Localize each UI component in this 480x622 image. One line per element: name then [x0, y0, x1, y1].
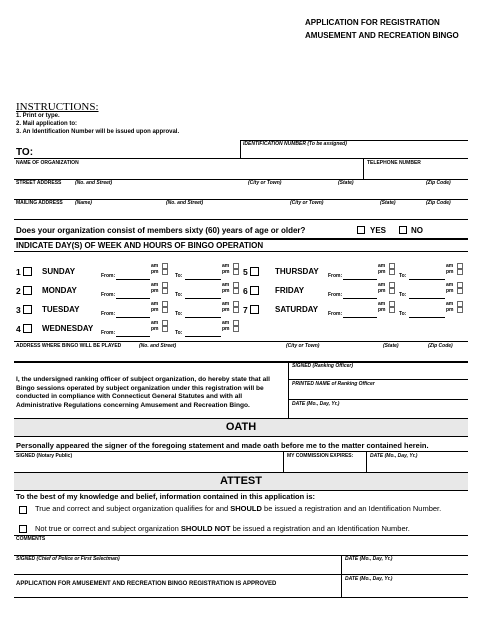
- to-pm-checkbox[interactable]: [457, 269, 463, 275]
- to-label: TO:: [16, 147, 34, 158]
- mailing-zip-hint: (Zip Code): [426, 200, 451, 206]
- approved-label: APPLICATION FOR AMUSEMENT AND RECREATION BINGO REGISTRATION IS APPROVED: [16, 581, 277, 587]
- day-number: 3: [16, 305, 21, 315]
- day-name: SUNDAY: [42, 267, 76, 276]
- from-pm-label: pm: [151, 269, 159, 275]
- mailing-state-hint: (State): [380, 200, 396, 206]
- from-label: From:: [101, 273, 116, 279]
- day-checkbox[interactable]: [23, 305, 32, 314]
- certification-date-label[interactable]: DATE (Mo., Day, Yr.): [292, 401, 340, 407]
- day-checkbox[interactable]: [23, 286, 32, 295]
- day-name: MONDAY: [42, 286, 77, 295]
- play-zip-hint: (Zip Code): [428, 343, 453, 349]
- from-pm-checkbox[interactable]: [389, 307, 395, 313]
- to-time-input[interactable]: [409, 298, 445, 299]
- day-number: 5: [243, 267, 248, 277]
- to-label: To:: [175, 292, 183, 298]
- to-am-label: am: [446, 263, 454, 269]
- from-time-input[interactable]: [343, 317, 377, 318]
- to-pm-checkbox[interactable]: [233, 288, 239, 294]
- to-pm-label: pm: [222, 269, 230, 275]
- from-am-label: am: [151, 282, 159, 288]
- to-time-input[interactable]: [185, 279, 221, 280]
- to-time-input[interactable]: [409, 279, 445, 280]
- to-pm-label: pm: [222, 307, 230, 313]
- day-checkbox[interactable]: [250, 286, 259, 295]
- divider: [341, 555, 342, 597]
- from-pm-checkbox[interactable]: [389, 269, 395, 275]
- from-time-input[interactable]: [116, 279, 150, 280]
- play-state-hint: (State): [383, 343, 399, 349]
- divider: [288, 399, 468, 400]
- yes-checkbox[interactable]: [357, 226, 365, 234]
- from-label: From:: [101, 292, 116, 298]
- to-am-label: am: [222, 320, 230, 326]
- day-name: FRIDAY: [275, 286, 305, 295]
- day-name: THURSDAY: [275, 267, 319, 276]
- to-label: To:: [399, 311, 407, 317]
- divider: [14, 361, 468, 363]
- mailing-street-hint: (No. and Street): [166, 200, 204, 206]
- from-time-input[interactable]: [116, 336, 150, 337]
- to-pm-checkbox[interactable]: [233, 307, 239, 313]
- to-time-input[interactable]: [185, 298, 221, 299]
- to-time-input[interactable]: [185, 317, 221, 318]
- from-am-label: am: [378, 282, 386, 288]
- from-pm-label: pm: [151, 326, 159, 332]
- seniors-question: Does your organization consist of members sixty (60) years of age or older?: [16, 226, 306, 235]
- attest-option-not-qualifies: Not true or correct and subject organization SHOULD NOT be issued a registration and an Identification Number.: [35, 524, 410, 533]
- street-address-label[interactable]: STREET ADDRESS: [16, 180, 62, 186]
- divider: [14, 574, 468, 575]
- from-pm-label: pm: [378, 288, 386, 294]
- to-label: To:: [399, 292, 407, 298]
- from-time-input[interactable]: [343, 298, 377, 299]
- from-pm-label: pm: [151, 307, 159, 313]
- to-pm-label: pm: [446, 307, 454, 313]
- day-number: 7: [243, 305, 248, 315]
- to-am-label: am: [446, 282, 454, 288]
- street-hint: (No. and Street): [75, 180, 113, 186]
- from-time-input[interactable]: [343, 279, 377, 280]
- divider: [14, 158, 468, 159]
- certification-text: I, the undersigned ranking officer of subject organization, do hereby state that all Bingo sessions operated by subject organization under this registration will be conducted in compliance with Connecticut General Statutes and with all Administrative Regulations concerning Amusement and Recreation Bingo.: [16, 376, 270, 409]
- from-label: From:: [328, 273, 343, 279]
- chief-signed-label[interactable]: SIGNED (Chief of Police or First Selectman): [16, 556, 120, 562]
- mailing-city-hint: (City or Town): [290, 200, 324, 206]
- attest-heading: ATTEST: [14, 472, 468, 491]
- from-pm-label: pm: [378, 269, 386, 275]
- day-number: 1: [16, 267, 21, 277]
- divider: [14, 451, 468, 452]
- from-pm-checkbox[interactable]: [162, 269, 168, 275]
- divider: [288, 379, 468, 380]
- days-heading: INDICATE DAY(S) OF WEEK AND HOURS OF BINGO OPERATION: [16, 241, 264, 250]
- attest-qualifies-checkbox[interactable]: [19, 506, 27, 514]
- from-label: From:: [328, 292, 343, 298]
- divider: [14, 238, 468, 240]
- divider: [240, 140, 241, 158]
- attest-option-qualifies: True and correct and subject organization qualifies for and SHOULD be issued a registration and an Identification Number.: [35, 504, 442, 513]
- play-street-hint: (No. and Street): [139, 343, 177, 349]
- from-pm-checkbox[interactable]: [162, 288, 168, 294]
- to-label: To:: [399, 273, 407, 279]
- play-city-hint: (City or Town): [286, 343, 320, 349]
- attest-not-qualifies-checkbox[interactable]: [19, 525, 27, 533]
- to-am-label: am: [222, 301, 230, 307]
- oath-heading: OATH: [14, 418, 468, 437]
- to-pm-checkbox[interactable]: [233, 269, 239, 275]
- day-name: SATURDAY: [275, 305, 319, 314]
- form-title-line2: AMUSEMENT AND RECREATION BINGO: [305, 31, 459, 40]
- divider: [283, 451, 284, 472]
- notary-signed-label[interactable]: SIGNED (Notary Public): [16, 453, 73, 459]
- from-pm-checkbox[interactable]: [162, 307, 168, 313]
- to-pm-checkbox[interactable]: [233, 326, 239, 332]
- chief-date-label[interactable]: DATE (Mo., Day, Yr.): [345, 556, 393, 562]
- to-am-label: am: [446, 301, 454, 307]
- from-pm-checkbox[interactable]: [389, 288, 395, 294]
- to-pm-checkbox[interactable]: [457, 307, 463, 313]
- city-hint: (City or Town): [248, 180, 282, 186]
- from-label: From:: [101, 311, 116, 317]
- from-time-input[interactable]: [116, 298, 150, 299]
- approval-date-label[interactable]: DATE (Mo., Day, Yr.): [345, 576, 393, 582]
- from-am-label: am: [151, 320, 159, 326]
- from-am-label: am: [151, 263, 159, 269]
- to-pm-label: pm: [446, 269, 454, 275]
- day-checkbox[interactable]: [250, 267, 259, 276]
- to-label: To:: [175, 273, 183, 279]
- to-label: To:: [175, 311, 183, 317]
- from-am-label: am: [151, 301, 159, 307]
- to-pm-label: pm: [446, 288, 454, 294]
- to-label: To:: [175, 330, 183, 336]
- no-label: NO: [411, 226, 423, 235]
- to-pm-checkbox[interactable]: [457, 288, 463, 294]
- from-am-label: am: [378, 263, 386, 269]
- yes-label: YES: [370, 226, 387, 235]
- day-checkbox[interactable]: [250, 305, 259, 314]
- divider: [14, 251, 468, 252]
- divider: [14, 219, 468, 220]
- to-time-input[interactable]: [409, 317, 445, 318]
- oath-date-label[interactable]: DATE (Mo., Day, Yr.): [370, 453, 418, 459]
- commission-expires-label[interactable]: MY COMMISSION EXPIRES:: [287, 453, 354, 459]
- instruction-item: 1. Print or type.: [16, 113, 60, 119]
- divider: [363, 158, 364, 179]
- divider: [14, 341, 468, 342]
- state-hint: (State): [338, 180, 354, 186]
- comments-label[interactable]: COMMENTS: [16, 536, 46, 542]
- day-name: TUESDAY: [42, 305, 80, 314]
- attest-lead: To the best of my knowledge and belief, information contained in this application is:: [16, 492, 316, 501]
- mailing-address-label[interactable]: MAILING ADDRESS: [16, 200, 63, 206]
- ranking-officer-signed-label[interactable]: SIGNED (Ranking Officer): [292, 363, 354, 369]
- from-pm-label: pm: [378, 307, 386, 313]
- play-address-label[interactable]: ADDRESS WHERE BINGO WILL BE PLAYED: [16, 343, 122, 349]
- instruction-item: 2. Mail application to:: [16, 121, 78, 127]
- day-number: 4: [16, 324, 21, 334]
- to-pm-label: pm: [222, 326, 230, 332]
- to-am-label: am: [222, 263, 230, 269]
- from-am-label: am: [378, 301, 386, 307]
- day-checkbox[interactable]: [23, 324, 32, 333]
- from-label: From:: [328, 311, 343, 317]
- divider: [14, 597, 468, 598]
- day-number: 2: [16, 286, 21, 296]
- to-pm-label: pm: [222, 288, 230, 294]
- divider: [366, 451, 367, 472]
- oath-text: Personally appeared the signer of the foregoing statement and made oath before me to the matter contained herein.: [16, 441, 429, 450]
- day-name: WEDNESDAY: [42, 324, 94, 333]
- divider: [14, 535, 468, 536]
- instructions-heading: INSTRUCTIONS:: [16, 101, 99, 113]
- printed-name-label[interactable]: PRINTED NAME of Ranking Officer: [292, 381, 375, 387]
- to-am-label: am: [222, 282, 230, 288]
- from-label: From:: [101, 330, 116, 336]
- name-hint: (Name): [75, 200, 92, 206]
- from-pm-checkbox[interactable]: [162, 326, 168, 332]
- day-checkbox[interactable]: [23, 267, 32, 276]
- to-time-input[interactable]: [185, 336, 221, 337]
- day-number: 6: [243, 286, 248, 296]
- instruction-item: 3. An Identification Number will be issued upon approval.: [16, 129, 180, 135]
- no-checkbox[interactable]: [399, 226, 407, 234]
- from-time-input[interactable]: [116, 317, 150, 318]
- divider: [288, 361, 289, 418]
- from-pm-label: pm: [151, 288, 159, 294]
- zip-hint: (Zip Code): [426, 180, 451, 186]
- telephone-label[interactable]: TELEPHONE NUMBER: [367, 160, 421, 166]
- org-name-label[interactable]: NAME OF ORGANIZATION: [16, 160, 79, 166]
- form-title-line1: APPLICATION FOR REGISTRATION: [305, 18, 440, 27]
- id-number-label: IDENTIFICATION NUMBER (To be assigned): [243, 141, 347, 147]
